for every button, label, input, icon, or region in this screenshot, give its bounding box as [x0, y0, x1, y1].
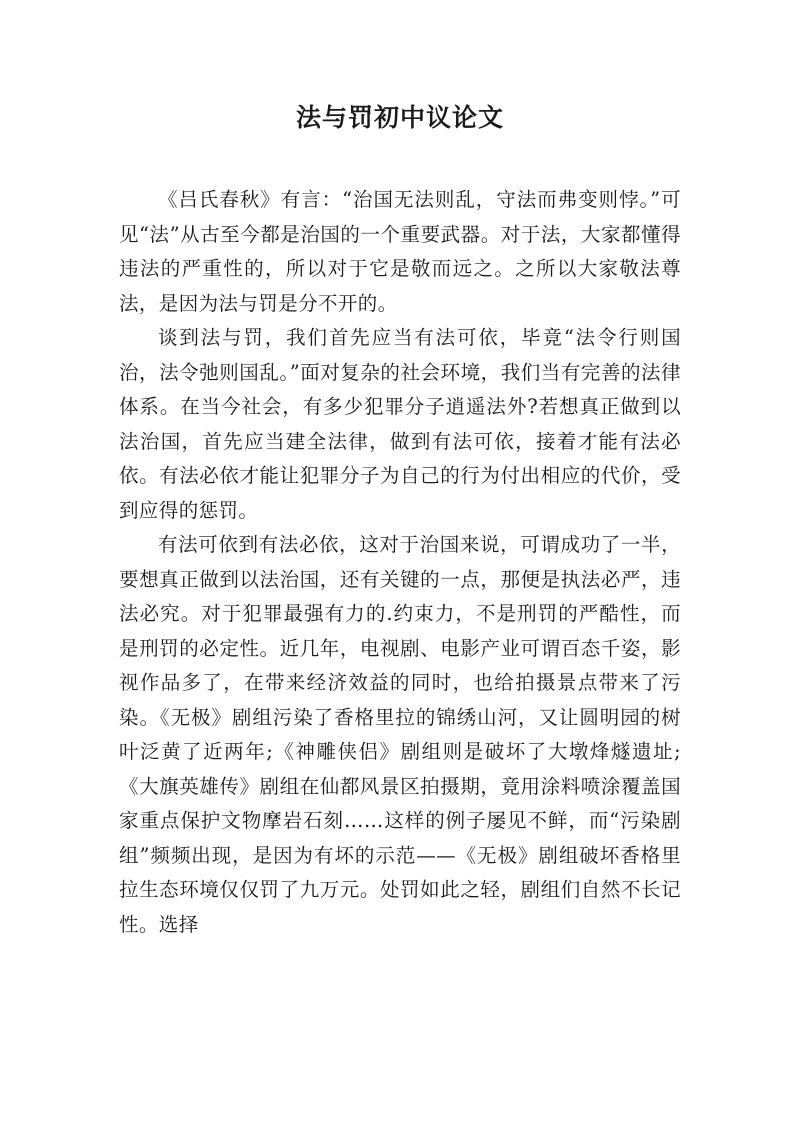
- paragraph-1: 《吕氏春秋》有言：“治国无法则乱，守法而弗变则悖。”可见“法”从古至今都是治国的一个重要武器。对于法，大家都懂得违法的严重性的，所以对于它是敬而远之。之所以大家敬法尊法，是因为法与罚是分不开的。: [119, 188, 681, 315]
- paragraph-2: 谈到法与罚，我们首先应当有法可依，毕竟“法令行则国治，法令弛则国乱。”面对复杂的社会环境，我们当有完善的法律体系。在当今社会，有多少犯罪分子逍遥法外?若想真正做到以法治国，首先应当建全法律，做到有法可依，接着才能有法必依。有法必依才能让犯罪分子为自己的行为付出相应的代价，受到应得的惩罚。: [119, 326, 681, 522]
- paragraph-3: 有法可依到有法必依，这对于治国来说，可谓成功了一半，要想真正做到以法治国，还有关键的一点，那便是执法必严，违法必究。对于犯罪最强有力的.约束力，不是刑罚的严酷性，而是刑罚的必定性。近几年，电视剧、电影产业可谓百态千姿，影视作品多了，在带来经济效益的同时，也给拍摄景点带来了污染。《无极》剧组污染了香格里拉的锦绣山河，又让圆明园的树叶泛黄了近两年;《神雕侠侣》剧组则是破坏了大墩烽燧遗址;《大旗英雄传》剧组在仙都风景区拍摄期，竟用涂料喷涂覆盖国家重点保护文物摩岩石刻……这样的例子屡见不鲜，而“污染剧组”频频出现，是因为有坏的示范——《无极》剧组破坏香格里拉生态环境仅仅罚了九万元。处罚如此之轻，剧组们自然不长记性。选择: [119, 533, 681, 936]
- document-title: 法与罚初中议论文: [295, 103, 504, 132]
- document-body: [119, 183, 681, 942]
